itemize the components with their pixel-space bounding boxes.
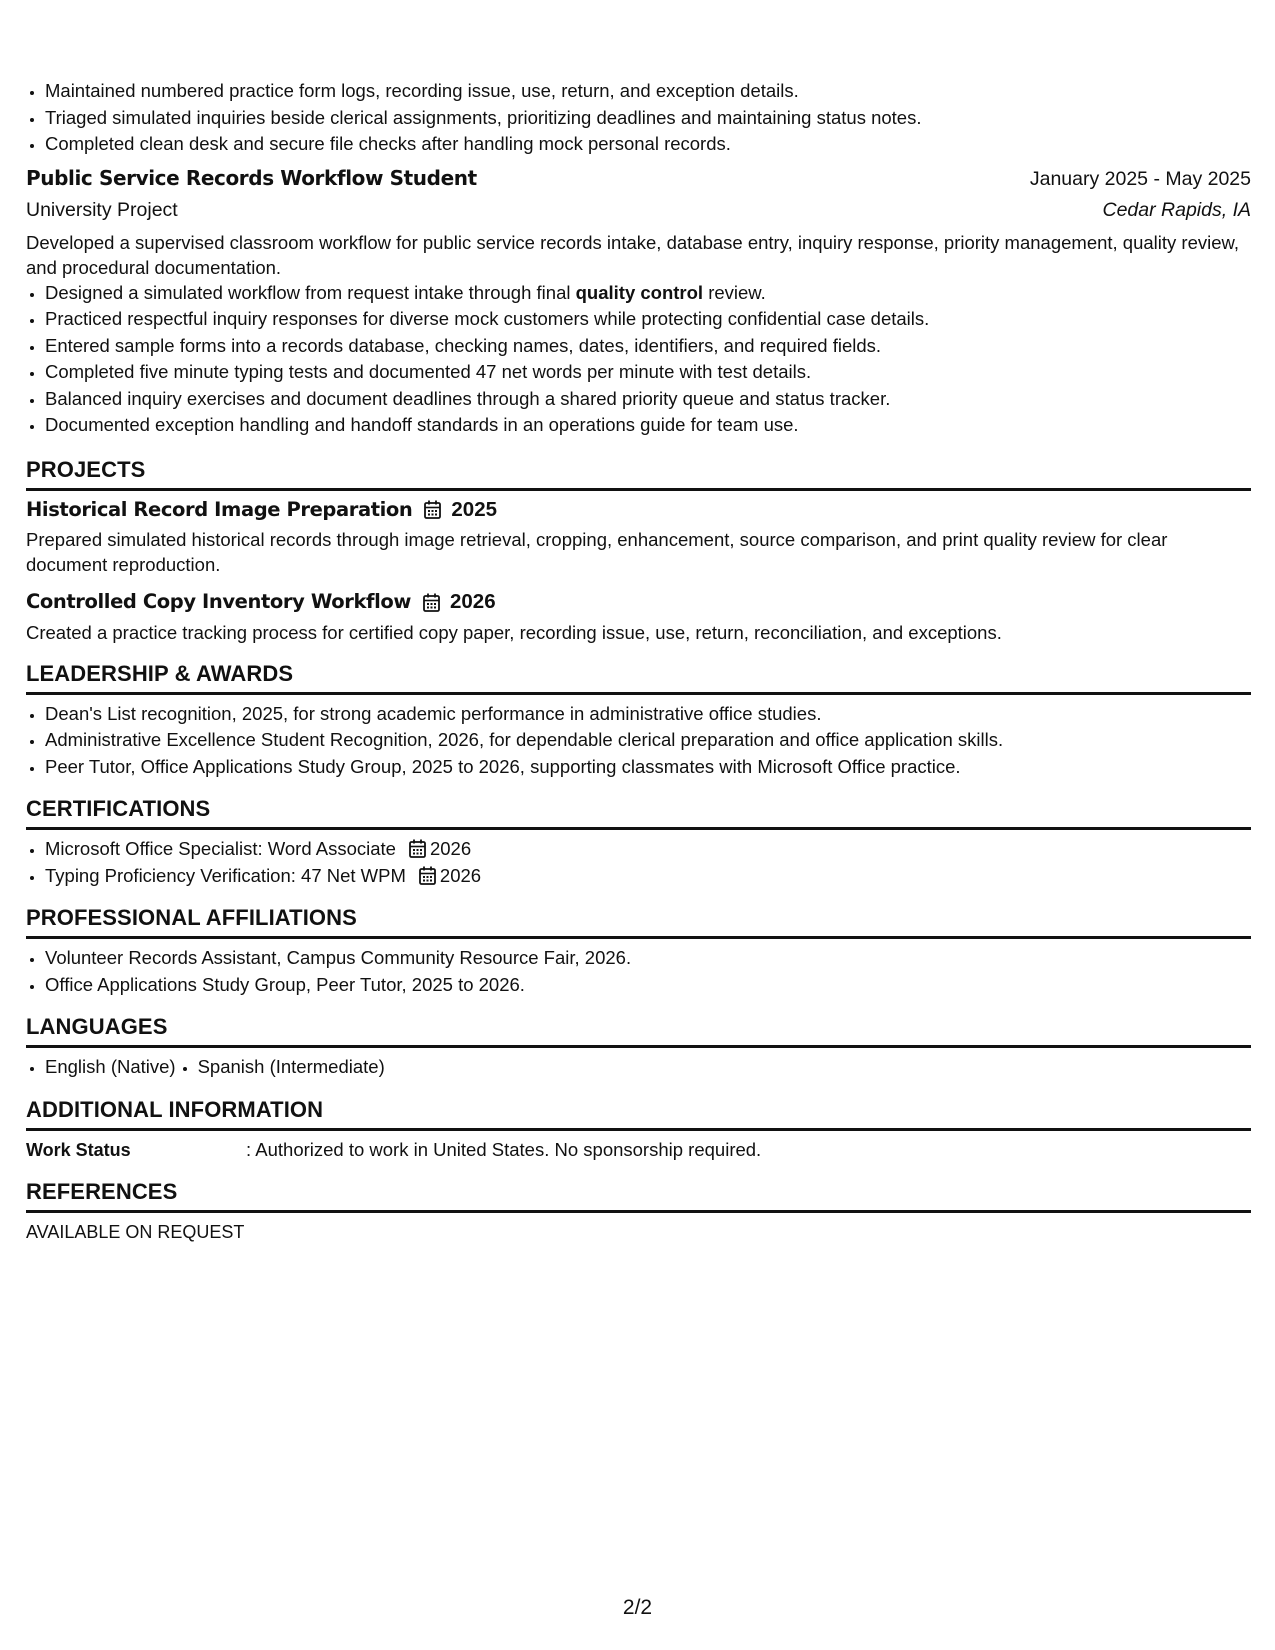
work-status-value: : Authorized to work in United States. No sponsorship required. (246, 1138, 762, 1160)
list-item: • English (Native) (45, 1054, 176, 1081)
list-item: • Volunteer Records Assistant, Campus Community Resource Fair, 2026. (45, 945, 1251, 972)
job-header (26, 165, 1251, 193)
work-status-row (26, 1137, 1251, 1164)
languages-list (26, 1054, 1251, 1081)
job-subheader (26, 197, 1251, 224)
list-item: • Completed clean desk and secure file checks after handling mock personal records. (45, 131, 1251, 158)
list-item: • Entered sample forms into a records database, checking names, dates, identifiers, and required fields. (45, 333, 1251, 360)
project-title-row (26, 589, 1251, 616)
list-item: • Triaged simulated inquiries beside clerical assignments, prioritizing deadlines and maintaining status notes. (45, 105, 1251, 132)
certification-year: 2026 (429, 838, 472, 859)
list-item (45, 836, 1251, 863)
section-divider (26, 692, 1251, 695)
section-divider (26, 827, 1251, 830)
list-item: • Spanish (Intermediate) (198, 1054, 385, 1081)
certification-name: Typing Proficiency Verification: 47 Net WPM (45, 864, 406, 886)
section-divider (26, 936, 1251, 939)
job-location: Cedar Rapids, IA (1102, 199, 1251, 221)
leadership-section (26, 659, 1251, 781)
section-heading: REFERENCES (26, 1179, 178, 1204)
experience-entry (26, 165, 1251, 439)
list-item: • Practiced respectful inquiry responses for diverse mock customers while protecting confidential case details. (45, 306, 1251, 333)
project-title: Historical Record Image Preparation (26, 497, 413, 521)
certification-year: 2026 (439, 864, 482, 886)
section-divider (26, 1128, 1251, 1131)
emphasis-text: quality control (575, 281, 704, 303)
certifications-section (26, 794, 1251, 889)
section-divider (26, 488, 1251, 491)
section-heading: CERTIFICATIONS (26, 796, 211, 821)
calendar-icon (424, 500, 441, 519)
calendar-icon (423, 593, 440, 612)
references-text: AVAILABLE ON REQUEST (26, 1222, 245, 1242)
list-item: • Maintained numbered practice form logs, recording issue, use, return, and exception details. (45, 78, 1251, 105)
job-organization: University Project (26, 199, 178, 221)
affiliations-list (26, 945, 1251, 998)
experience-bullets-continued (26, 78, 1251, 158)
section-heading: PROJECTS (26, 456, 146, 482)
project-description: Created a practice tracking process for certified copy paper, recording issue, use, return, reconciliation, and exceptions. (26, 621, 1002, 643)
project-year: 2026 (450, 590, 496, 613)
project-title-row (26, 497, 1251, 524)
section-heading: ADDITIONAL INFORMATION (26, 1096, 324, 1122)
projects-section (26, 455, 1251, 645)
resume-content (26, 78, 1251, 1246)
affiliations-section (26, 903, 1251, 998)
list-item: • Office Applications Study Group, Peer Tutor, 2025 to 2026. (45, 972, 1251, 999)
project-title: Controlled Copy Inventory Workflow (26, 590, 411, 613)
project-description: Prepared simulated historical records through image retrieval, cropping, enhancement, source comparison, and print quality review for clear document reproduction. (26, 529, 1168, 575)
section-heading: PROFESSIONAL AFFILIATIONS (26, 905, 357, 930)
certifications-list (26, 836, 1251, 889)
job-dates: January 2025 - May 2025 (1029, 167, 1251, 190)
job-bullets (26, 280, 1251, 439)
list-item: • Designed a simulated workflow from request intake through final quality control review. (45, 280, 1251, 307)
languages-section (26, 1012, 1251, 1081)
list-item: • Documented exception handling and handoff standards in an operations guide for team use. (45, 412, 1251, 439)
job-summary: Developed a supervised classroom workflow for public service records intake, database entry, inquiry response, priority management, quality review, and procedural documentation. (26, 231, 1240, 278)
section-divider (26, 1045, 1251, 1048)
list-item: • Dean's List recognition, 2025, for strong academic performance in administrative office studies. (45, 701, 1251, 728)
project-year: 2025 (451, 497, 498, 521)
list-item: • Balanced inquiry exercises and document deadlines through a shared priority queue and status tracker. (45, 386, 1251, 413)
references-section (26, 1177, 1251, 1246)
section-heading: LEADERSHIP & AWARDS (26, 660, 294, 686)
additional-info-section (26, 1095, 1251, 1164)
list-item: • Completed five minute typing tests and documented 47 net words per minute with test details. (45, 359, 1251, 386)
leadership-list (26, 701, 1251, 781)
calendar-icon (419, 866, 436, 885)
job-title: Public Service Records Workflow Student (26, 165, 477, 190)
calendar-icon (409, 839, 426, 858)
section-divider (26, 1210, 1251, 1213)
list-item (45, 863, 1251, 890)
certification-name: Microsoft Office Specialist: Word Associate (45, 838, 396, 859)
work-status-label: Work Status (26, 1139, 131, 1160)
page-number: 2/2 (622, 1596, 653, 1619)
list-item: • Peer Tutor, Office Applications Study Group, 2025 to 2026, supporting classmates with Microsoft Office practice. (45, 754, 1251, 781)
section-heading: LANGUAGES (26, 1014, 168, 1039)
list-item: • Administrative Excellence Student Recognition, 2026, for dependable clerical preparation and office application skills. (45, 727, 1251, 754)
